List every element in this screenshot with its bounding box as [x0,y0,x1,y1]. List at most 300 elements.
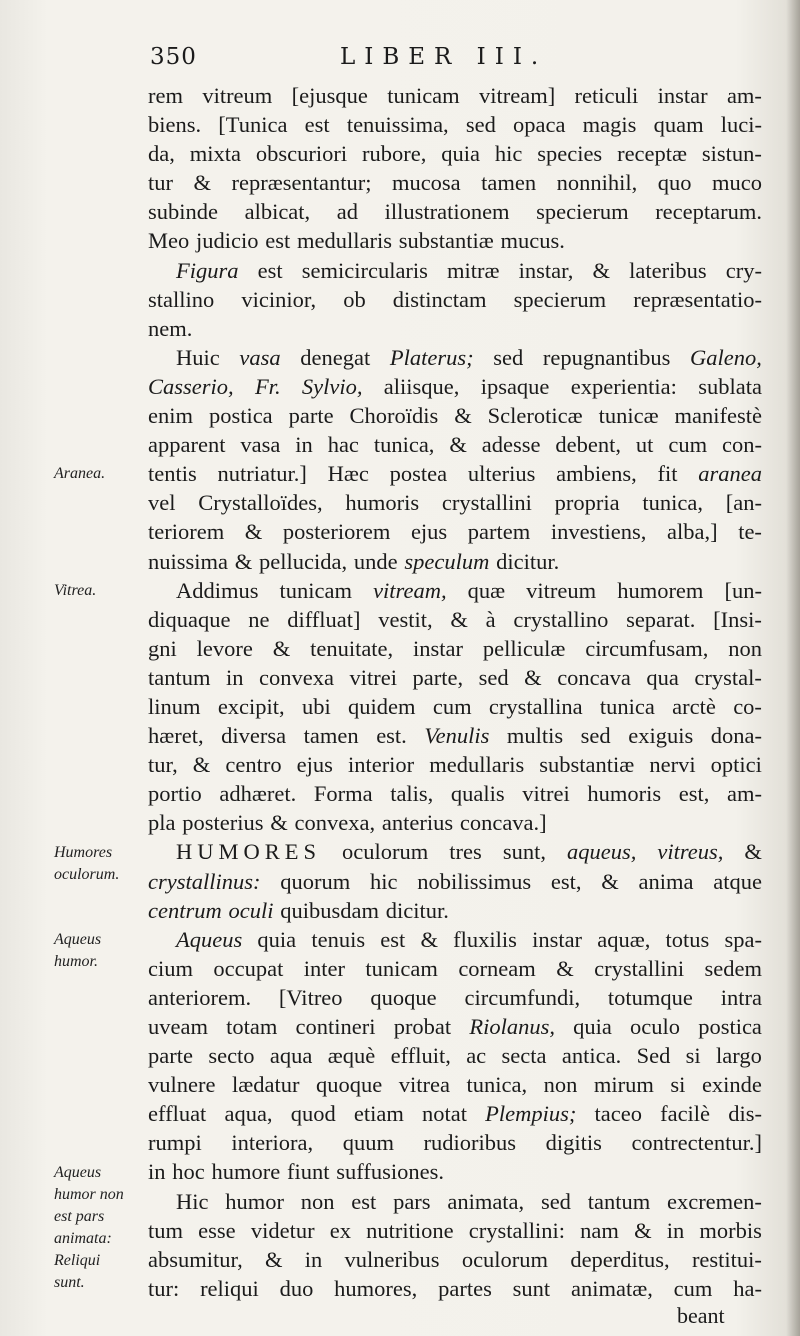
margin-note-line: Humores [54,843,113,861]
word: ubi [301,693,331,719]
word: subinde [148,199,218,225]
word: si [685,1043,701,1069]
word: à [485,606,496,632]
margin-note-humores [54,842,119,886]
word: vestit, [378,606,433,632]
word: adesse [481,432,541,458]
word: ex [329,1217,351,1243]
word: am- [726,83,762,108]
word: biens. [148,112,202,138]
text-line [148,576,762,605]
word: nutritione [366,1217,454,1243]
word: vitreum [202,83,273,108]
word: cum [668,432,708,458]
word: da, [148,141,175,167]
text-line [148,1070,762,1099]
word: adhæret. [219,781,297,807]
word: excremen- [666,1188,762,1214]
word: specierum [536,199,629,225]
word: nem. [148,315,193,341]
word: vasa [240,432,281,458]
word: animatæ, [570,1275,653,1301]
word: quorum [280,868,351,894]
word: quia [573,1014,612,1039]
text-line [148,1187,762,1216]
word: reliqui [200,1275,259,1301]
text-line [148,1216,762,1245]
word: & [272,635,291,661]
word: medullaris [297,228,392,254]
word: & [234,548,253,574]
word: portio [148,781,202,807]
word: videtur [250,1217,315,1243]
word: repugnantibus [542,344,671,370]
word: ha- [733,1275,762,1301]
word: luci- [720,112,762,138]
word: non [300,1188,335,1214]
margin-note-line: oculorum. [54,865,120,883]
word: tunicam [365,955,438,981]
word: nervi [649,752,696,778]
text-line [148,1274,762,1303]
word: [ejusque [291,83,368,108]
text-line [148,1099,762,1128]
text-line [148,459,762,488]
word: optici [710,752,762,778]
word: investiens, [550,519,647,545]
word: & [634,1217,652,1243]
word: circumfusam, [585,635,709,661]
word: in [148,1159,166,1185]
word: quia [257,926,297,952]
word: tenuissima, [346,112,449,138]
word: crystallini [594,955,685,981]
word: Crystalloïdes, [198,490,323,516]
word: dicitur. [496,548,560,574]
word: diversa [221,723,287,749]
word: Forma [313,781,373,807]
word: Hæc [327,461,369,487]
word: ejus [410,519,448,545]
word: parte [148,1043,193,1069]
word: est, [550,868,582,894]
margin-notes [0,0,150,1336]
text-line [148,517,762,546]
word: tunica, [642,490,703,516]
word: illustrationem [384,199,510,225]
word: distinctam [392,286,487,312]
word: partes [438,1275,492,1301]
word: vitrea [398,1072,450,1098]
word: partem [467,519,531,545]
word: am- [726,781,762,807]
text-line [148,605,762,634]
word: nutriatur.] [217,461,307,487]
word: sed [478,664,509,690]
word: Sylvio, [301,373,363,399]
word: si [670,1072,686,1098]
word: Hic [176,1188,209,1214]
page-number: 350 [150,44,197,70]
word: experientia: [570,373,677,399]
word: humores, [334,1275,418,1301]
word: Venulis [424,723,490,749]
word: tunicam [387,83,460,108]
word: Choroïdis [349,403,439,429]
word: substantiæ [539,752,635,778]
word: effluat [148,1101,207,1127]
text-line [148,896,762,925]
word: est. [376,723,407,749]
word: pellucida, [259,548,348,574]
word: quidem [348,693,416,719]
text-line [148,634,762,663]
word: sed [540,1188,571,1214]
word: ne [248,606,270,632]
word: Casserio, [148,373,234,399]
word: humoris [587,781,662,807]
word: & [192,752,211,778]
word: suffusiones. [336,1159,444,1185]
word: gni [148,635,177,661]
margin-note-aranea [54,463,105,485]
word: parte [288,403,334,429]
word: secto [208,1043,255,1069]
word: & [744,839,762,865]
word: effluit, [390,1043,451,1069]
word: te- [738,519,762,545]
margin-note-line: Aqueus [54,930,102,948]
text-line [148,488,762,517]
word: ac [466,1043,487,1069]
word: aliisque, [383,373,460,399]
word: substantiæ [398,228,494,254]
word: stallino [148,286,215,312]
word: separat. [626,606,696,632]
word: ob [343,286,366,312]
word: ad [336,199,358,225]
text-line [148,110,762,139]
word: & [270,810,288,836]
word: judicio [196,228,259,254]
text-line [148,256,762,285]
word: interiora, [231,1130,314,1156]
word: aqua, [224,1101,273,1127]
word: mucosa [391,170,461,196]
word: Sed [636,1043,671,1069]
text-line [148,430,762,459]
word: exinde [701,1072,762,1098]
text-line [148,925,762,954]
word: sublata [698,373,762,399]
word: & [450,606,468,632]
word: manifestè [674,403,762,429]
word: tunica [599,693,655,719]
word: rudioribus [423,1130,517,1156]
word: taceo [594,1101,642,1127]
word: cium [148,955,193,981]
word: animata, [447,1188,525,1214]
word: sed [493,344,524,370]
word: lædatur [231,1072,300,1098]
word: [Vitreo [278,984,343,1010]
word: receptarum. [655,199,762,225]
word: alba,] [667,519,718,545]
margin-note-aqueus [54,929,101,973]
word: tentis [148,461,197,487]
word: propria [554,490,620,516]
word: quoque [316,1072,383,1098]
margin-note-vitrea [54,580,96,602]
word: crystal- [694,664,762,690]
word: oculorum [461,1246,549,1272]
word: totam [226,1014,278,1039]
word: albicat, [244,199,311,225]
word: convexa [259,664,335,690]
word: lateribus [629,257,707,283]
word: aranea [698,461,762,487]
word: corneam [458,955,536,981]
word: muco [711,170,762,196]
margin-note-aqueus-non-animata [54,1162,124,1294]
word: in [295,432,313,458]
word: aqueus, [566,839,637,865]
word: concava.] [459,810,547,836]
word: fluxilis [453,926,517,952]
text-line [148,372,762,401]
word: ulterius [467,461,536,487]
word: digitis [545,1130,602,1156]
text-line [148,954,762,983]
word: sed [465,112,496,138]
word: sed [580,723,611,749]
text-line [148,1128,762,1157]
word: postea [389,461,448,487]
word: teriorem [148,519,225,545]
word: Riolanus, [469,1014,555,1039]
word: sunt, [502,839,546,865]
word: semicircularis [301,257,428,283]
word: vulneribus [344,1246,440,1272]
word: vulnere [148,1072,216,1098]
word: deperditus, [570,1246,670,1272]
text-line [148,837,762,866]
word: quo [657,170,692,196]
word: instar [532,926,583,952]
word: instar, [518,257,574,283]
word: humorem [617,577,704,603]
word: hac [327,432,359,458]
word: vel [148,490,176,516]
word: Fr. [254,373,281,399]
word: humore [211,1159,281,1185]
page-edge-shadow [786,0,800,1336]
word: levore [196,635,253,661]
word: in [226,664,244,690]
word: centro [225,752,282,778]
word: & [449,432,467,458]
catchword: beant [677,1303,725,1328]
margin-note-line: animata: [54,1229,112,1247]
word: vitreum [526,577,597,603]
word: facilè [660,1101,711,1127]
word: hic [370,868,398,894]
text-line [148,663,762,692]
word: tur, [148,752,178,778]
text-line [148,197,762,226]
word: quum [342,1130,394,1156]
text-line [148,779,762,808]
text-line [148,343,762,372]
word: probat [393,1014,452,1039]
word: secta [501,1043,547,1069]
word: medullaris [429,752,525,778]
word: crystallina [488,693,583,719]
text-line [148,285,762,314]
word: convexa, [294,810,376,836]
body-text [148,81,762,1303]
text-line [148,1012,762,1041]
word: specierum [513,286,607,312]
text-line [148,1041,762,1070]
word: vicinior, [241,286,317,312]
word: repræsentatio- [633,286,762,312]
word: anteriorem. [148,984,252,1010]
word: uveam [148,1014,208,1039]
word: & [264,1246,283,1272]
word: tantum [587,1188,651,1214]
word: [un- [724,577,762,603]
word: aquæ, [597,926,651,952]
word: nobilissimus [417,868,532,894]
word: & [244,519,263,545]
word: fiunt [287,1159,330,1185]
word: Meo [148,228,190,254]
word: nuissima [148,548,229,574]
word: duo [279,1275,314,1301]
word: & [524,664,542,690]
word: humoris [345,490,420,516]
word: mixta [189,141,241,167]
word: tamen [303,723,359,749]
margin-note-line: humor. [54,952,99,970]
word: totumque [607,984,693,1010]
text-line [148,547,762,576]
word: & [454,403,472,429]
word: pla [148,810,176,836]
word: [Insi- [713,606,762,632]
word: HUMORES [176,839,322,865]
word: occupat [213,955,284,981]
word: antica. [561,1043,622,1069]
word: humor [225,1188,285,1214]
word: pars [393,1188,431,1214]
word: est [257,257,283,283]
word: etiam [353,1101,404,1127]
word: crystallini: [468,1217,565,1243]
word: mitræ [447,257,500,283]
word: qualis [450,781,505,807]
word: inter [303,955,346,981]
text-line [148,692,762,721]
text-line [148,983,762,1012]
word: Plempius; [485,1101,577,1127]
word: nam [580,1217,619,1243]
word: arctè [672,693,716,719]
margin-note-line: est pars [54,1207,105,1225]
word: vitream, [373,577,447,603]
word: denegat [300,344,371,370]
word: apparent [148,432,226,458]
margin-note-line: Aranea. [54,465,106,483]
word: vitrei [349,664,398,690]
word: hoc [172,1159,205,1185]
text-line [148,139,762,168]
word: interior [347,752,415,778]
word: receptæ [617,141,688,167]
word: anima [638,868,694,894]
word: dona- [710,723,762,749]
word: tunicæ [598,403,659,429]
word: fit [657,461,678,487]
word: esse [198,1217,236,1243]
word: debent, [555,432,622,458]
word: diffluat] [287,606,361,632]
text-line [148,867,762,896]
word: diquaque [148,606,231,632]
word: notat [421,1101,467,1127]
margin-note-line: sunt. [54,1273,85,1291]
word: Aqueus [176,926,243,952]
word: absumitur, [148,1246,243,1272]
word: postica [208,403,273,429]
word: nonnihil, [556,170,638,196]
word: Addimus [176,577,259,603]
word: tamen [481,170,537,196]
word: unde [353,548,398,574]
word: talis, [390,781,434,807]
word: & [601,868,619,894]
word: multis [506,723,564,749]
word: & [592,257,611,283]
word: tum [148,1217,184,1243]
text-line [148,750,762,779]
word: [Tunica [218,112,288,138]
word: cum [432,693,472,719]
text-line [148,81,762,110]
word: quoque [370,984,437,1010]
word: vasa [239,344,281,370]
word: æquè [327,1043,376,1069]
running-head: LIBER III. [340,44,548,70]
word: tenuitate, [310,635,394,661]
word: postica [698,1014,762,1039]
word: tur: [148,1275,180,1301]
word: tunicam [279,577,353,603]
word: cry- [725,257,762,283]
word: obscuriori [255,141,348,167]
word: hæret, [148,723,204,749]
word: & [556,955,574,981]
word: reticuli [574,83,639,108]
word: posterius [182,810,264,836]
margin-note-line: humor non [54,1185,124,1203]
word: ambiens, [556,461,637,487]
margin-note-line: Vitrea. [54,581,97,599]
word: est [265,228,291,254]
word: enim [148,403,193,429]
word: Platerus; [389,344,474,370]
